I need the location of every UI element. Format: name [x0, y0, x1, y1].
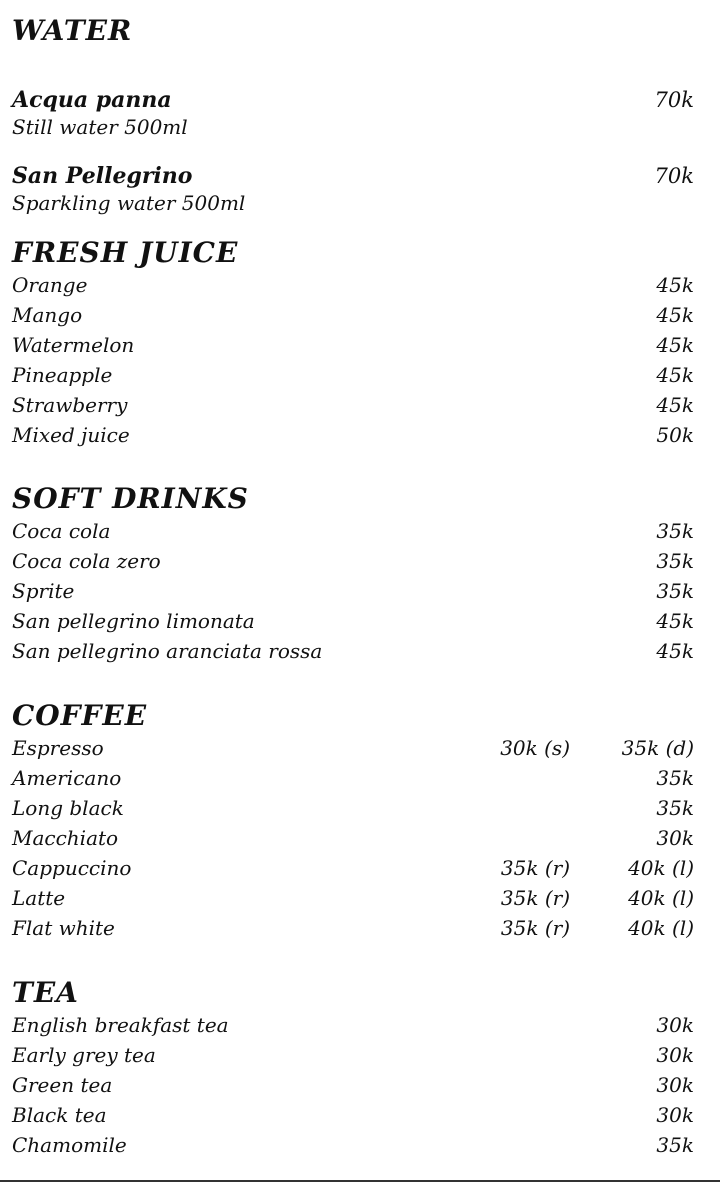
item-name: Black tea — [12, 1103, 107, 1127]
item-name: Mango — [12, 303, 83, 327]
item-price: 35k — [656, 1133, 694, 1157]
menu-row — [12, 913, 702, 943]
item-price: 30k — [656, 1103, 694, 1127]
item-name: Espresso — [12, 736, 104, 760]
item-price: 30k — [656, 1073, 694, 1097]
menu-row — [12, 546, 702, 576]
item-price: 40k (l) — [628, 886, 694, 910]
menu-row — [12, 1040, 702, 1070]
item-price: 45k — [656, 333, 694, 357]
item-price-small: 35k (r) — [500, 886, 570, 910]
menu-row — [12, 823, 702, 853]
section-title-tea: TEA — [12, 976, 79, 1009]
bottom-divider — [0, 1180, 720, 1182]
water-item — [12, 162, 702, 216]
item-price: 35k — [656, 796, 694, 820]
item-price: 50k — [656, 423, 694, 447]
item-name: Sprite — [12, 579, 75, 603]
menu-row — [12, 1100, 702, 1130]
item-price: 35k — [656, 519, 694, 543]
water-item — [12, 86, 702, 140]
item-price-small: 30k (s) — [500, 736, 570, 760]
section-title-fresh-juice: FRESH JUICE — [12, 236, 239, 269]
item-name: Pineapple — [12, 363, 113, 387]
section-title-soft-drinks: SOFT DRINKS — [12, 482, 249, 515]
item-name: Watermelon — [12, 333, 135, 357]
item-name: Strawberry — [12, 393, 128, 417]
menu-row — [12, 606, 702, 636]
menu-row — [12, 1010, 702, 1040]
menu-row — [12, 270, 702, 300]
item-name: Flat white — [12, 916, 115, 940]
item-price: 35k — [656, 579, 694, 603]
item-price: 70k — [654, 88, 694, 112]
menu-row — [12, 390, 702, 420]
item-price: 45k — [656, 273, 694, 297]
item-price: 70k — [654, 164, 694, 188]
menu-row — [12, 1070, 702, 1100]
item-name: San Pellegrino — [12, 163, 193, 189]
item-description: Still water 500ml — [12, 115, 188, 139]
section-title-coffee: COFFEE — [12, 699, 148, 732]
section-tea — [12, 976, 702, 1160]
item-name: San pellegrino limonata — [12, 609, 255, 633]
item-price: 35k — [656, 766, 694, 790]
item-name: Early grey tea — [12, 1043, 156, 1067]
item-price: 35k — [656, 549, 694, 573]
item-name: English breakfast tea — [12, 1013, 229, 1037]
item-name: Cappuccino — [12, 856, 132, 880]
section-water — [12, 14, 702, 216]
menu-row — [12, 330, 702, 360]
section-soft-drinks — [12, 482, 702, 666]
item-name: Latte — [12, 886, 66, 910]
item-name: Americano — [12, 766, 122, 790]
item-name: Long black — [12, 796, 124, 820]
menu-row — [12, 636, 702, 666]
item-price: 45k — [656, 393, 694, 417]
item-name: Coca cola — [12, 519, 111, 543]
menu-row — [12, 1130, 702, 1160]
item-description: Sparkling water 500ml — [12, 191, 246, 215]
item-price: 45k — [656, 639, 694, 663]
item-price: 40k (l) — [628, 856, 694, 880]
item-name: Chamomile — [12, 1133, 127, 1157]
menu-row — [12, 733, 702, 763]
section-fresh-juice — [12, 236, 702, 450]
item-price: 30k — [656, 1013, 694, 1037]
menu-row — [12, 793, 702, 823]
menu-row — [12, 420, 702, 450]
item-name: Coca cola zero — [12, 549, 161, 573]
item-name: Macchiato — [12, 826, 119, 850]
menu-row — [12, 853, 702, 883]
menu-row — [12, 576, 702, 606]
item-price: 30k — [656, 826, 694, 850]
menu-row — [12, 300, 702, 330]
item-price: 45k — [656, 609, 694, 633]
item-price: 30k — [656, 1043, 694, 1067]
item-name: Green tea — [12, 1073, 113, 1097]
item-price: 35k (d) — [621, 736, 694, 760]
item-price-small: 35k (r) — [500, 856, 570, 880]
item-name: San pellegrino aranciata rossa — [12, 639, 323, 663]
menu-row — [12, 360, 702, 390]
item-price: 45k — [656, 303, 694, 327]
item-name: Orange — [12, 273, 88, 297]
item-price-small: 35k (r) — [500, 916, 570, 940]
menu-row — [12, 516, 702, 546]
item-name: Acqua panna — [12, 87, 172, 113]
menu-row — [12, 763, 702, 793]
section-title-water: WATER — [12, 14, 133, 47]
item-price: 45k — [656, 363, 694, 387]
item-price: 40k (l) — [628, 916, 694, 940]
section-coffee — [12, 699, 702, 943]
menu-row — [12, 883, 702, 913]
item-name: Mixed juice — [12, 423, 130, 447]
